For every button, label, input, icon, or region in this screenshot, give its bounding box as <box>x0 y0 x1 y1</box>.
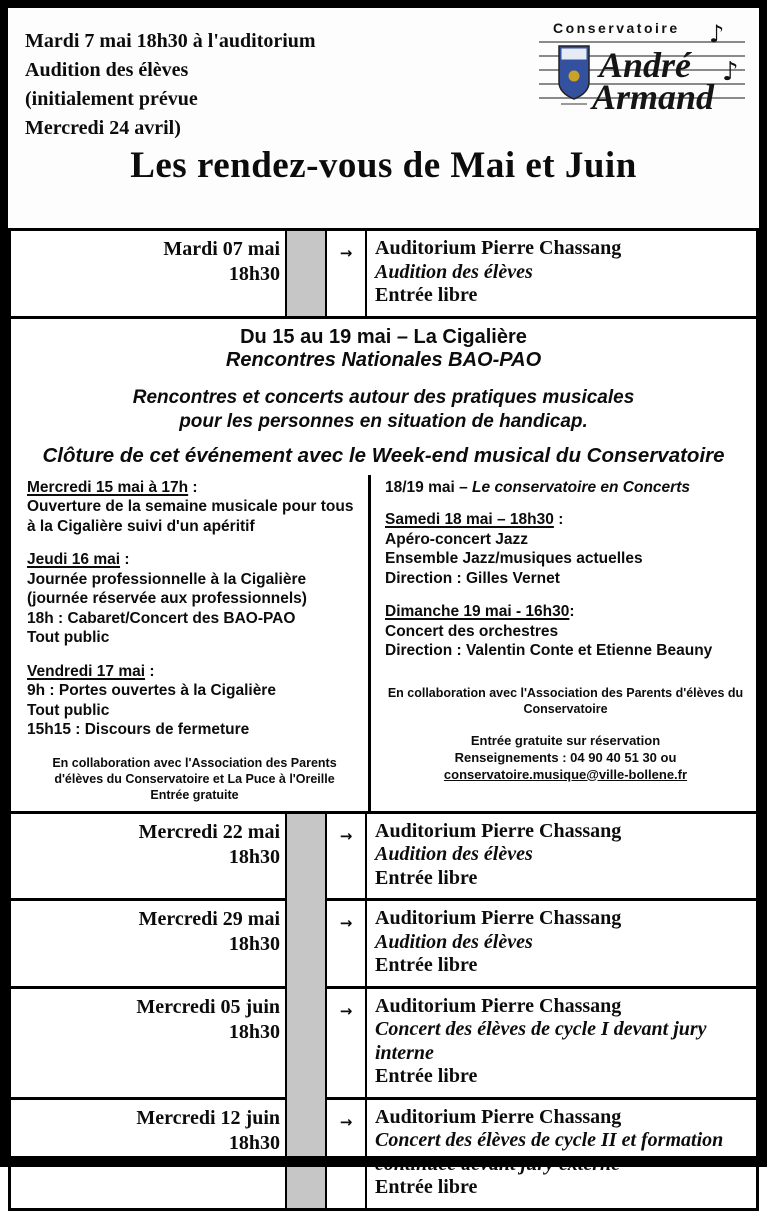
event-venue: Auditorium Pierre Chassang <box>375 1105 622 1128</box>
arrow-icon: → <box>327 986 367 1097</box>
note-line: Mercredi 24 avril) <box>25 117 181 139</box>
special-section <box>11 316 756 811</box>
arrow-icon: → <box>327 811 367 899</box>
day-details: Ouverture de la semaine musicale pour tous à la Cigalière suivi d'un apéritif <box>27 498 354 535</box>
note-line: Mardi 7 mai 18h30 à l'auditorium <box>25 30 316 52</box>
event-admission: Entrée libre <box>375 954 478 976</box>
special-heading: Du 15 au 19 mai – La Cigalière <box>240 325 527 348</box>
schedule-row <box>11 986 756 1097</box>
schedule-row <box>11 811 756 899</box>
gray-divider <box>285 986 327 1097</box>
event-title: Audition des élèves <box>375 843 533 865</box>
special-description: Rencontres et concerts autour des pratiques musicales pour les personnes en situation de handicap. <box>132 386 635 432</box>
event-date: Mercredi 29 mai 18h30 <box>11 898 285 986</box>
arrow-icon: → <box>327 1097 367 1208</box>
day-details: Journée professionnelle à la Cigalière (journée réservée aux professionnels) 18h : Cabaret/Concert des BAO-PAO Tout public <box>27 570 307 646</box>
conservatory-logo <box>537 14 747 117</box>
event-details <box>367 986 756 1097</box>
event-date: Mardi 07 mai 18h30 <box>163 238 280 285</box>
day-heading: Mercredi 15 mai à 17h : <box>27 478 198 496</box>
event-venue: Auditorium Pierre Chassang <box>375 819 622 842</box>
music-note-icon: ♪ <box>722 57 739 87</box>
special-subheading: Rencontres Nationales BAO-PAO <box>225 348 542 371</box>
event-admission: Entrée libre <box>375 1176 478 1198</box>
logo-graphic <box>537 14 747 117</box>
event-venue: Auditorium Pierre Chassang <box>375 994 622 1017</box>
note-line: Audition des élèves <box>25 59 189 81</box>
event-details <box>367 231 756 316</box>
email-link[interactable]: conservatoire.musique@ville-bollene.fr <box>443 766 688 782</box>
event-title: Audition des élèves <box>375 260 533 283</box>
schedule-table <box>8 228 759 1211</box>
schedule-row <box>11 1097 756 1208</box>
day-heading: Dimanche 19 mai - 16h30: <box>385 603 575 620</box>
logo-name-line1: André <box>599 45 692 85</box>
collaboration-note: En collaboration avec l'Association des Parents d'élèves du Conservatoire <box>387 685 744 716</box>
event-venue: Auditorium Pierre Chassang <box>375 907 622 929</box>
day-heading: Vendredi 17 mai : <box>27 662 155 680</box>
event-admission: Entrée libre <box>375 1065 478 1087</box>
day-details: 9h : Portes ouvertes à la Cigalière Tout public 15h15 : Discours de fermeture <box>27 682 276 738</box>
arrow-icon: → <box>327 898 367 986</box>
gray-divider <box>285 811 327 899</box>
day-details: Apéro-concert Jazz Ensemble Jazz/musiques actuelles Direction : Gilles Vernet <box>385 530 746 589</box>
day-heading: Jeudi 16 mai : <box>27 551 130 568</box>
booking-info: Entrée gratuite sur réservation Renseignements : 04 90 40 51 30 ou conservatoire.musique@ville-bollene.fr <box>443 732 688 782</box>
event-details <box>367 811 756 899</box>
logo-shield <box>559 46 589 104</box>
event-venue: Auditorium Pierre Chassang <box>375 237 622 259</box>
event-admission: Entrée libre <box>375 866 478 889</box>
event-details <box>367 1097 756 1208</box>
day-details: Concert des orchestres Direction : Valentin Conte et Etienne Beauny <box>385 622 746 661</box>
gray-divider <box>285 898 327 986</box>
free-entry-note: Entrée gratuite <box>150 787 239 802</box>
program-left-column <box>11 475 368 811</box>
schedule-row <box>11 898 756 986</box>
program-right-column <box>371 475 756 811</box>
logo-label: Conservatoire <box>553 20 680 36</box>
event-date: Mercredi 05 juin 18h30 <box>11 986 285 1097</box>
note-line: (initialement prévue <box>25 88 198 110</box>
schedule-row <box>11 231 756 316</box>
collaboration-note: En collaboration avec l'Association des Parents d'élèves du Conservatoire et La Puce à l'Oreille Entrée gratuite <box>27 755 362 803</box>
special-closing: Clôture de cet événement avec le Week-end musical du Conservatoire <box>42 443 725 467</box>
event-title: Concert des élèves de cycle I devant jury interne <box>375 1018 707 1064</box>
event-admission: Entrée libre <box>375 284 478 306</box>
logo-name-line2: Armand <box>592 77 715 117</box>
concert-title: Concert des orchestres <box>385 622 559 640</box>
event-date: Mercredi 12 juin 18h30 <box>11 1097 285 1208</box>
event-title: Audition des élèves <box>375 930 533 953</box>
special-columns <box>11 475 756 811</box>
day-heading: Samedi 18 mai – 18h30 : <box>385 511 564 528</box>
gray-divider <box>285 231 327 316</box>
weekend-heading: 18/19 mai – Le conservatoire en Concerts <box>385 478 690 496</box>
gray-divider <box>285 1097 327 1208</box>
event-details <box>367 898 756 986</box>
music-note-icon: ♪ <box>709 20 725 48</box>
arrow-icon: → <box>327 231 367 316</box>
top-note <box>25 27 316 143</box>
concert-title: Apéro-concert Jazz <box>385 530 528 548</box>
page-title: Les rendez-vous de Mai et Juin <box>130 145 637 186</box>
event-title: Concert des élèves de cycle II et formation continuée devant jury externe <box>375 1129 724 1175</box>
event-date: Mercredi 22 mai 18h30 <box>11 811 285 899</box>
